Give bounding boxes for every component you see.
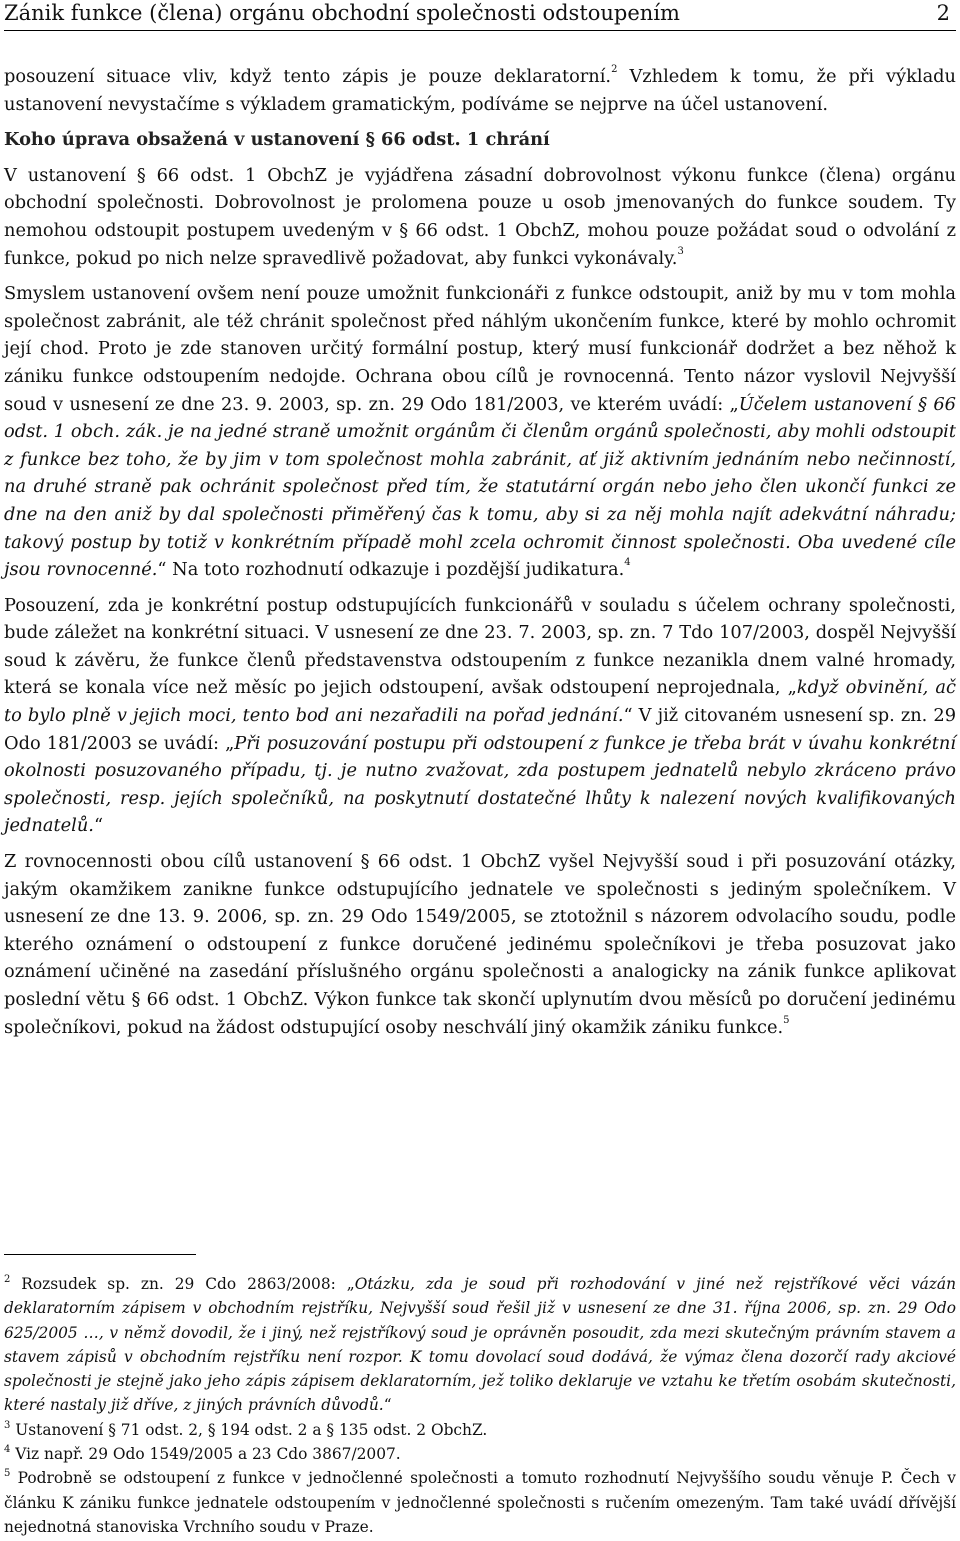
footnote-5: $^5$ Podrobně se odstoupení z funkce v jednočlenné společnosti a tomuto rozhodnutí Nejvyššího soudu věnuje P. Čech v článku K zániku funkce jednatele odstoupením v jednočlenné společnosti s ručením omezeným. Tam také uvádí dřívější nejednotná stanoviska Vrchního soudu v Praze. xyxy=(4,1468,956,1536)
footnote-4: $^4$ Viz např. 29 Odo 1549/2005 a 23 Cdo 3867/2007. xyxy=(4,1444,401,1464)
footnote-2: $^2$ Rozsudek sp. zn. 29 Cdo 2863/2008: „Otázku, zda je soud při rozhodování v jiné než rejstříkové věci vázán deklaratorním zápisem v obchodním rejstříku, Nejvyšší soud řešil již v usnesení ze dne 31. října 2006, sp. zn. 29 Odo 625/2005 …, v němž dovodil, že i jiný, než rejstříkový soud je oprávněn posoudit, zda mezi skutečným právním stavem a stavem zápisů v obchodním rejstříku není rozpor. K tomu dovolací soud dodává, že výmaz člena dozorčí rady akciové společnosti je stejně jako jeho zápis zápisem deklaratorním, jež toliko deklaruje ve vztahu ke třetím osobám skutečnosti, které nastaly již dříve, z jiných právních důvodů.“ xyxy=(4,1274,956,1415)
header-title: Zánik funkce (člena) orgánu obchodní společnosti odstoupením xyxy=(4,1,680,25)
document-body xyxy=(4,63,956,1049)
quote-italic: když obvinění, ač to bylo plně v jejich moci, tento bod ani nezařadili na pořad jednání. xyxy=(4,677,956,727)
footnote-ref-3[interactable]: 3 xyxy=(677,245,684,257)
footnote-number: 2 xyxy=(4,1274,11,1285)
footnote-separator xyxy=(4,1254,196,1255)
paragraph-2: V ustanovení § 66 odst. 1 ObchZ je vyjádřena zásadní dobrovolnost výkonu funkce (člena) orgánu obchodní společnosti. Dobrovolnost je prolomena pouze u osob jmenovaných do funkce soudem. Ty nemohou odstoupit postupem uvedeným v § 66 odst. 1 ObchZ, mohou pouze požádat soud o odvolání z funkce, pokud po nich nelze spravedlivě požadovat, aby funkci vykonávaly.$^3$ xyxy=(4,164,956,269)
footnote-ref-5[interactable]: 5 xyxy=(783,1014,790,1026)
footnote-number: 5 xyxy=(4,1468,11,1480)
footnote-number: 3 xyxy=(4,1419,11,1431)
paragraph-3: Smyslem ustanovení ovšem není pouze umožnit funkcionáři z funkce odstoupit, aniž by mu v tom mohla společnost zabránit, ale též chránit společnost před náhlým ukončením funkce, které by mohlo ochromit její chod. Proto je zde stanoven určitý formální postup, který musí funkcionář dodržet a bez něhož k zániku funkce odstoupením nedojde. Ochrana obou cílů je rovnocenná. Tento názor vyslovil Nejvyšší soud v usnesení ze dne 23. 9. 2003, sp. zn. 29 Odo 181/2003, ve kterém uvádí: „Účelem ustanovení § 66 odst. 1 obch. zák. je na jedné straně umožnit orgánům či členům orgánů společnosti, aby mohli odstoupit z funkce bez toho, že by jim v tom společnost mohla zabránit, ať již aktivním jednáním nebo nečinností, na druhé straně pak ochránit společnost před tím, že statutární orgán nebo jeho člen ukončí funkci ze dne na den aniž by dal společnosti přiměřený čas k tomu, aby si za něj mohla najít adekvátní náhradu; takový postup by totiž v konkrétním případě mohl zcela ochromit činnost společnosti. Oba uvedené cíle jsou rovnocenné.“ Na toto rozhodnutí odkazuje i pozdější judikatura.$^4$ xyxy=(4,283,956,581)
quote-italic: Při posuzování postupu při odstoupení z funkce je třeba brát v úvahu konkrétní okolnosti posuzovaného případu, tj. je nutno zvažovat, zda postupem jednatelů nebylo zkráceno právo společnosti, resp. jejích společníků, na poskytnutí dostatečné lhůty k nalezení nových kvalifikovaných jednatelů. xyxy=(4,732,956,837)
footnote-number: 4 xyxy=(4,1444,11,1456)
quote-italic: Účelem ustanovení § 66 odst. 1 obch. zák. je na jedné straně umožnit orgánům či členům orgánů společnosti, aby mohli odstoupit z funkce bez toho, že by jim v tom společnost mohla zabránit, ať již aktivním jednáním nebo nečinností, na druhé straně pak ochránit společnost před tím, že statutární orgán nebo jeho člen ukončí funkci ze dne na den aniž by dal společnosti přiměřený čas k tomu, aby si za něj mohla najít adekvátní náhradu; takový postup by totiž v konkrétním případě mohl zcela ochromit činnost společnosti. Oba uvedené cíle jsou rovnocenné. xyxy=(4,393,956,581)
footnote-ref-4[interactable]: 4 xyxy=(624,557,631,569)
paragraph-5: Z rovnocennosti obou cílů ustanovení § 66 odst. 1 ObchZ vyšel Nejvyšší soud i při posuzování otázky, jakým okamžikem zanikne funkce odstupujícího jednatele ve společnosti s jediným společníkem. V usnesení ze dne 13. 9. 2006, sp. zn. 29 Odo 1549/2005, se ztotožnil s názorem odvolacího soudu, podle kterého oznámení o odstoupení z funkce doručené jedinému společníkovi je třeba posuzovat jako oznámení učiněné na zasedání příslušného orgánu společnosti a analogicky na zánik funkce aplikovat poslední větu § 66 odst. 1 ObchZ. Výkon funkce tak skončí uplynutím dvou měsíců po doručení jedinému společníkovi, pokud na žádost odstupující osoby neschválí jiný okamžik zániku funkce.$^5$ xyxy=(4,851,956,1038)
footnote-3: $^3$ Ustanovení § 71 odst. 2, § 194 odst. 2 a § 135 odst. 2 ObchZ. xyxy=(4,1419,488,1439)
paragraph-1: posouzení situace vliv, když tento zápis je pouze deklaratorní.$^2$ Vzhledem k tomu, že při výkladu ustanovení nevystačíme s výkladem gramatickým, podíváme se nejprve na účel ustanovení. xyxy=(4,64,956,115)
footnote-ref-2[interactable]: 2 xyxy=(611,64,618,75)
section-heading: Koho úprava obsažená v ustanovení § 66 odst. 1 chrání xyxy=(4,129,550,151)
page-number: 2 xyxy=(936,1,950,25)
footnotes xyxy=(4,1272,956,1539)
paragraph-4: Posouzení, zda je konkrétní postup odstupujících funkcionářů v souladu s účelem ochrany společnosti, bude záležet na konkrétní situaci. V usnesení ze dne 23. 7. 2003, sp. zn. 7 Tdo 107/2003, dospěl Nejvyšší soud k závěru, že funkce členů představenstva odstoupením z funkce nezanikla dnem valné hromady, která se konala více než měsíc po jejich odstoupení, avšak odstoupení neprojednala, „když obvinění, ač to bylo plně v jejich moci, tento bod ani nezařadili na pořad jednání.“ V již citovaném usnesení sp. zn. 29 Odo 181/2003 se uvádí: „Při posuzování postupu při odstoupení z funkce je třeba brát v úvahu konkrétní okolnosti posuzovaného případu, tj. je nutno zvažovat, zda postupem jednatelů nebylo zkráceno právo společnosti, resp. jejích společníků, na poskytnutí dostatečné lhůty k nalezení nových kvalifikovaných jednatelů.“ xyxy=(4,594,957,837)
page-header xyxy=(4,0,956,31)
